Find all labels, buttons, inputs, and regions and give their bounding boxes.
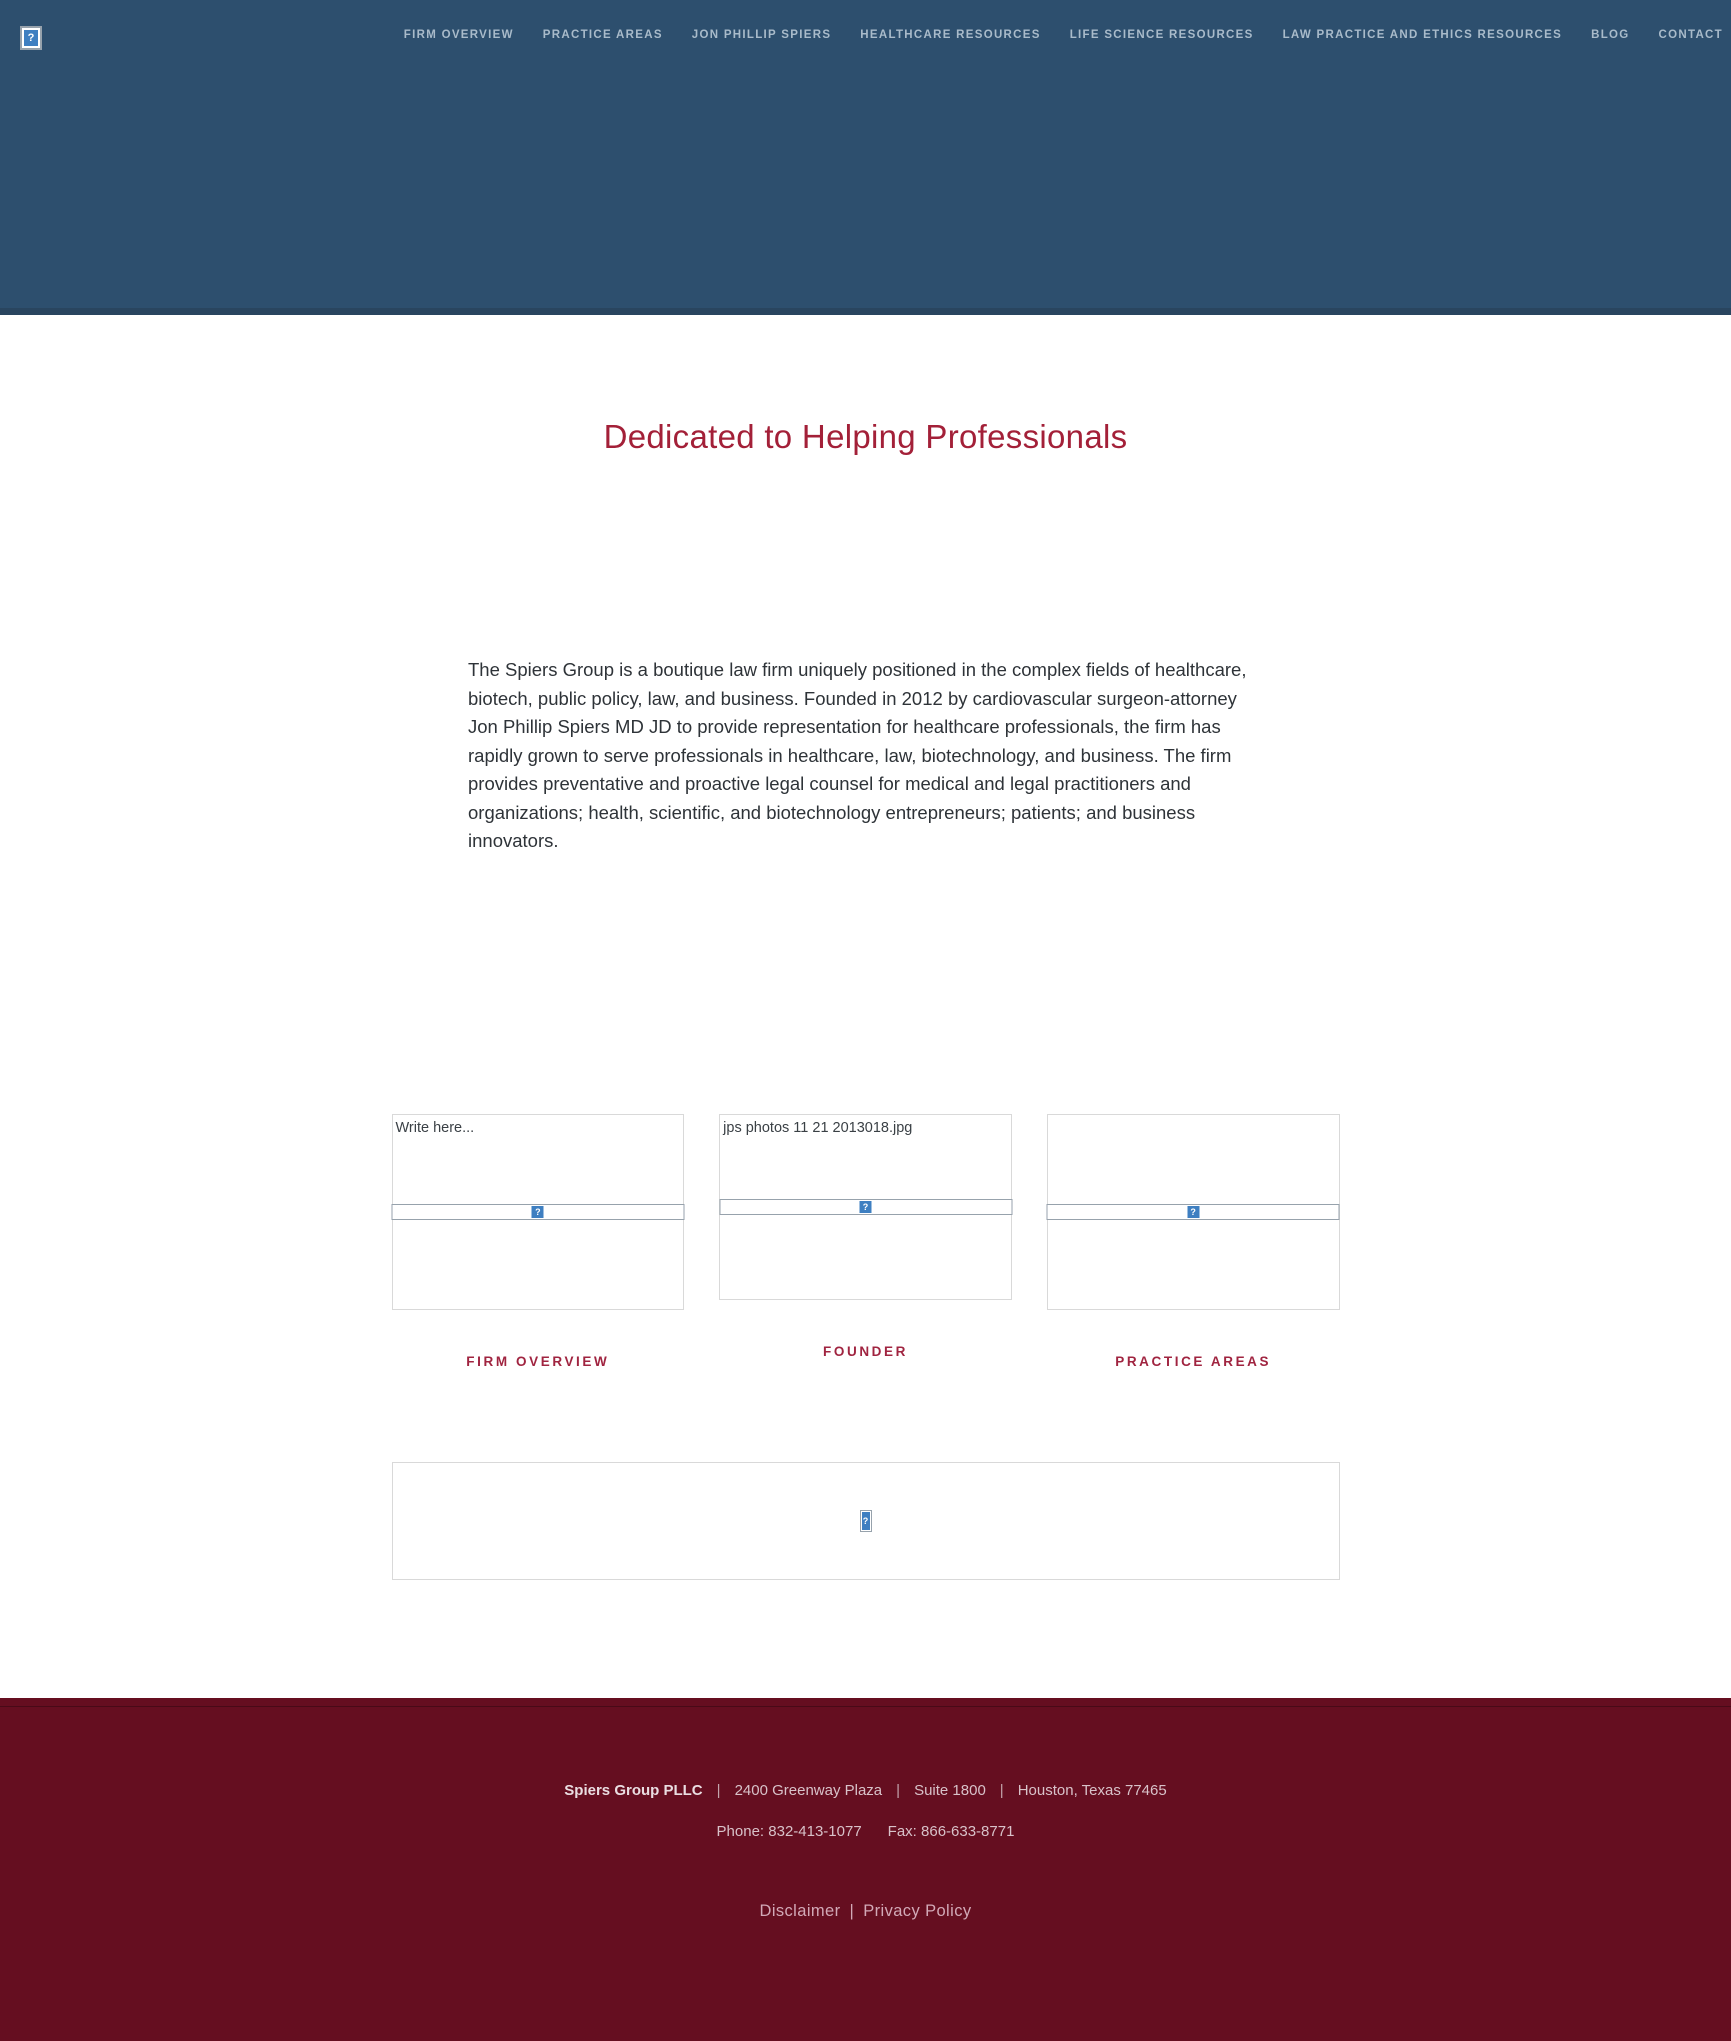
footer-separator: |	[999, 1781, 1004, 1799]
footer-firm-name: Spiers Group PLLC	[564, 1781, 703, 1799]
broken-image-icon: ?	[391, 1204, 684, 1220]
footer-separator: |	[896, 1781, 901, 1799]
card-founder	[719, 1114, 1012, 1369]
site-footer	[0, 1698, 1731, 2041]
nav-item-firm-overview[interactable]: FIRM OVERVIEW	[403, 29, 514, 41]
nav-item-jon-phillip-spiers[interactable]: JON PHILLIP SPIERS	[691, 29, 832, 41]
broken-image-icon: ?	[860, 1510, 872, 1532]
logo-broken-image-icon[interactable]: ?	[20, 26, 42, 50]
nav-item-life-science-resources[interactable]: LIFE SCIENCE RESOURCES	[1069, 29, 1254, 41]
broken-image-icon: ?	[719, 1199, 1012, 1215]
image-alt-text: jps photos 11 21 2013018.jpg	[723, 1119, 913, 1136]
navbar	[0, 0, 1731, 50]
nav-item-practice-areas[interactable]: PRACTICE AREAS	[542, 29, 663, 41]
broken-image-icon: ?	[1047, 1204, 1340, 1220]
footer-address-line	[0, 1698, 1731, 1799]
nav-item-law-practice-ethics-resources[interactable]: LAW PRACTICE AND ETHICS RESOURCES	[1282, 29, 1563, 41]
founder-image-placeholder[interactable]	[719, 1114, 1012, 1300]
practice-areas-image-placeholder[interactable]	[1047, 1114, 1340, 1310]
footer-phone: Phone: 832-413-1077	[716, 1822, 862, 1840]
card-caption-founder[interactable]: FOUNDER	[823, 1343, 908, 1359]
intro-paragraph: The Spiers Group is a boutique law firm uniquely positioned in the complex fields of healthcare, biotech, public policy, law, and business. Founded in 2012 by cardiovascular surgeon-attorney Jon Phillip Spiers MD JD to provide representation for healthcare professionals, the firm has rapidly grown to serve professionals in healthcare, law, biotechnology, and business. The firm provides preventative and proactive legal counsel for medical and legal practitioners and organizations; health, scientific, and biotechnology entrepreneurs; patients; and business innovators.	[468, 659, 1247, 851]
card-practice-areas	[1047, 1114, 1340, 1369]
footer-legal-links	[0, 1902, 1731, 1921]
disclaimer-link[interactable]: Disclaimer	[759, 1901, 841, 1920]
nav-item-contact[interactable]: CONTACT	[1658, 29, 1723, 41]
main-content	[0, 418, 1731, 1580]
card-caption-firm-overview[interactable]: FIRM OVERVIEW	[466, 1353, 610, 1369]
card-caption-practice-areas[interactable]: PRACTICE AREAS	[1115, 1353, 1272, 1369]
footer-separator: |	[716, 1781, 721, 1799]
page-title: Dedicated to Helping Professionals	[603, 418, 1128, 455]
privacy-policy-link[interactable]: Privacy Policy	[863, 1901, 972, 1920]
footer-suite: Suite 1800	[914, 1781, 986, 1799]
nav-item-blog[interactable]: BLOG	[1591, 29, 1630, 41]
footer-fax: Fax: 866-633-8771	[887, 1822, 1015, 1840]
footer-street-address: 2400 Greenway Plaza	[734, 1781, 883, 1799]
banner-image-placeholder	[392, 1462, 1340, 1580]
main-nav	[404, 26, 1723, 41]
footer-city-state-zip: Houston, Texas 77465	[1017, 1781, 1167, 1799]
card-firm-overview	[392, 1114, 685, 1369]
site-header	[0, 0, 1731, 315]
image-alt-text	[1048, 1115, 1339, 1120]
feature-cards	[392, 1114, 1340, 1369]
image-alt-text: Write here...	[395, 1119, 475, 1136]
firm-overview-image-placeholder[interactable]	[392, 1114, 685, 1310]
footer-phone-line	[0, 1823, 1731, 1840]
footer-links-separator: |	[849, 1901, 855, 1920]
nav-item-healthcare-resources[interactable]: HEALTHCARE RESOURCES	[860, 29, 1041, 41]
